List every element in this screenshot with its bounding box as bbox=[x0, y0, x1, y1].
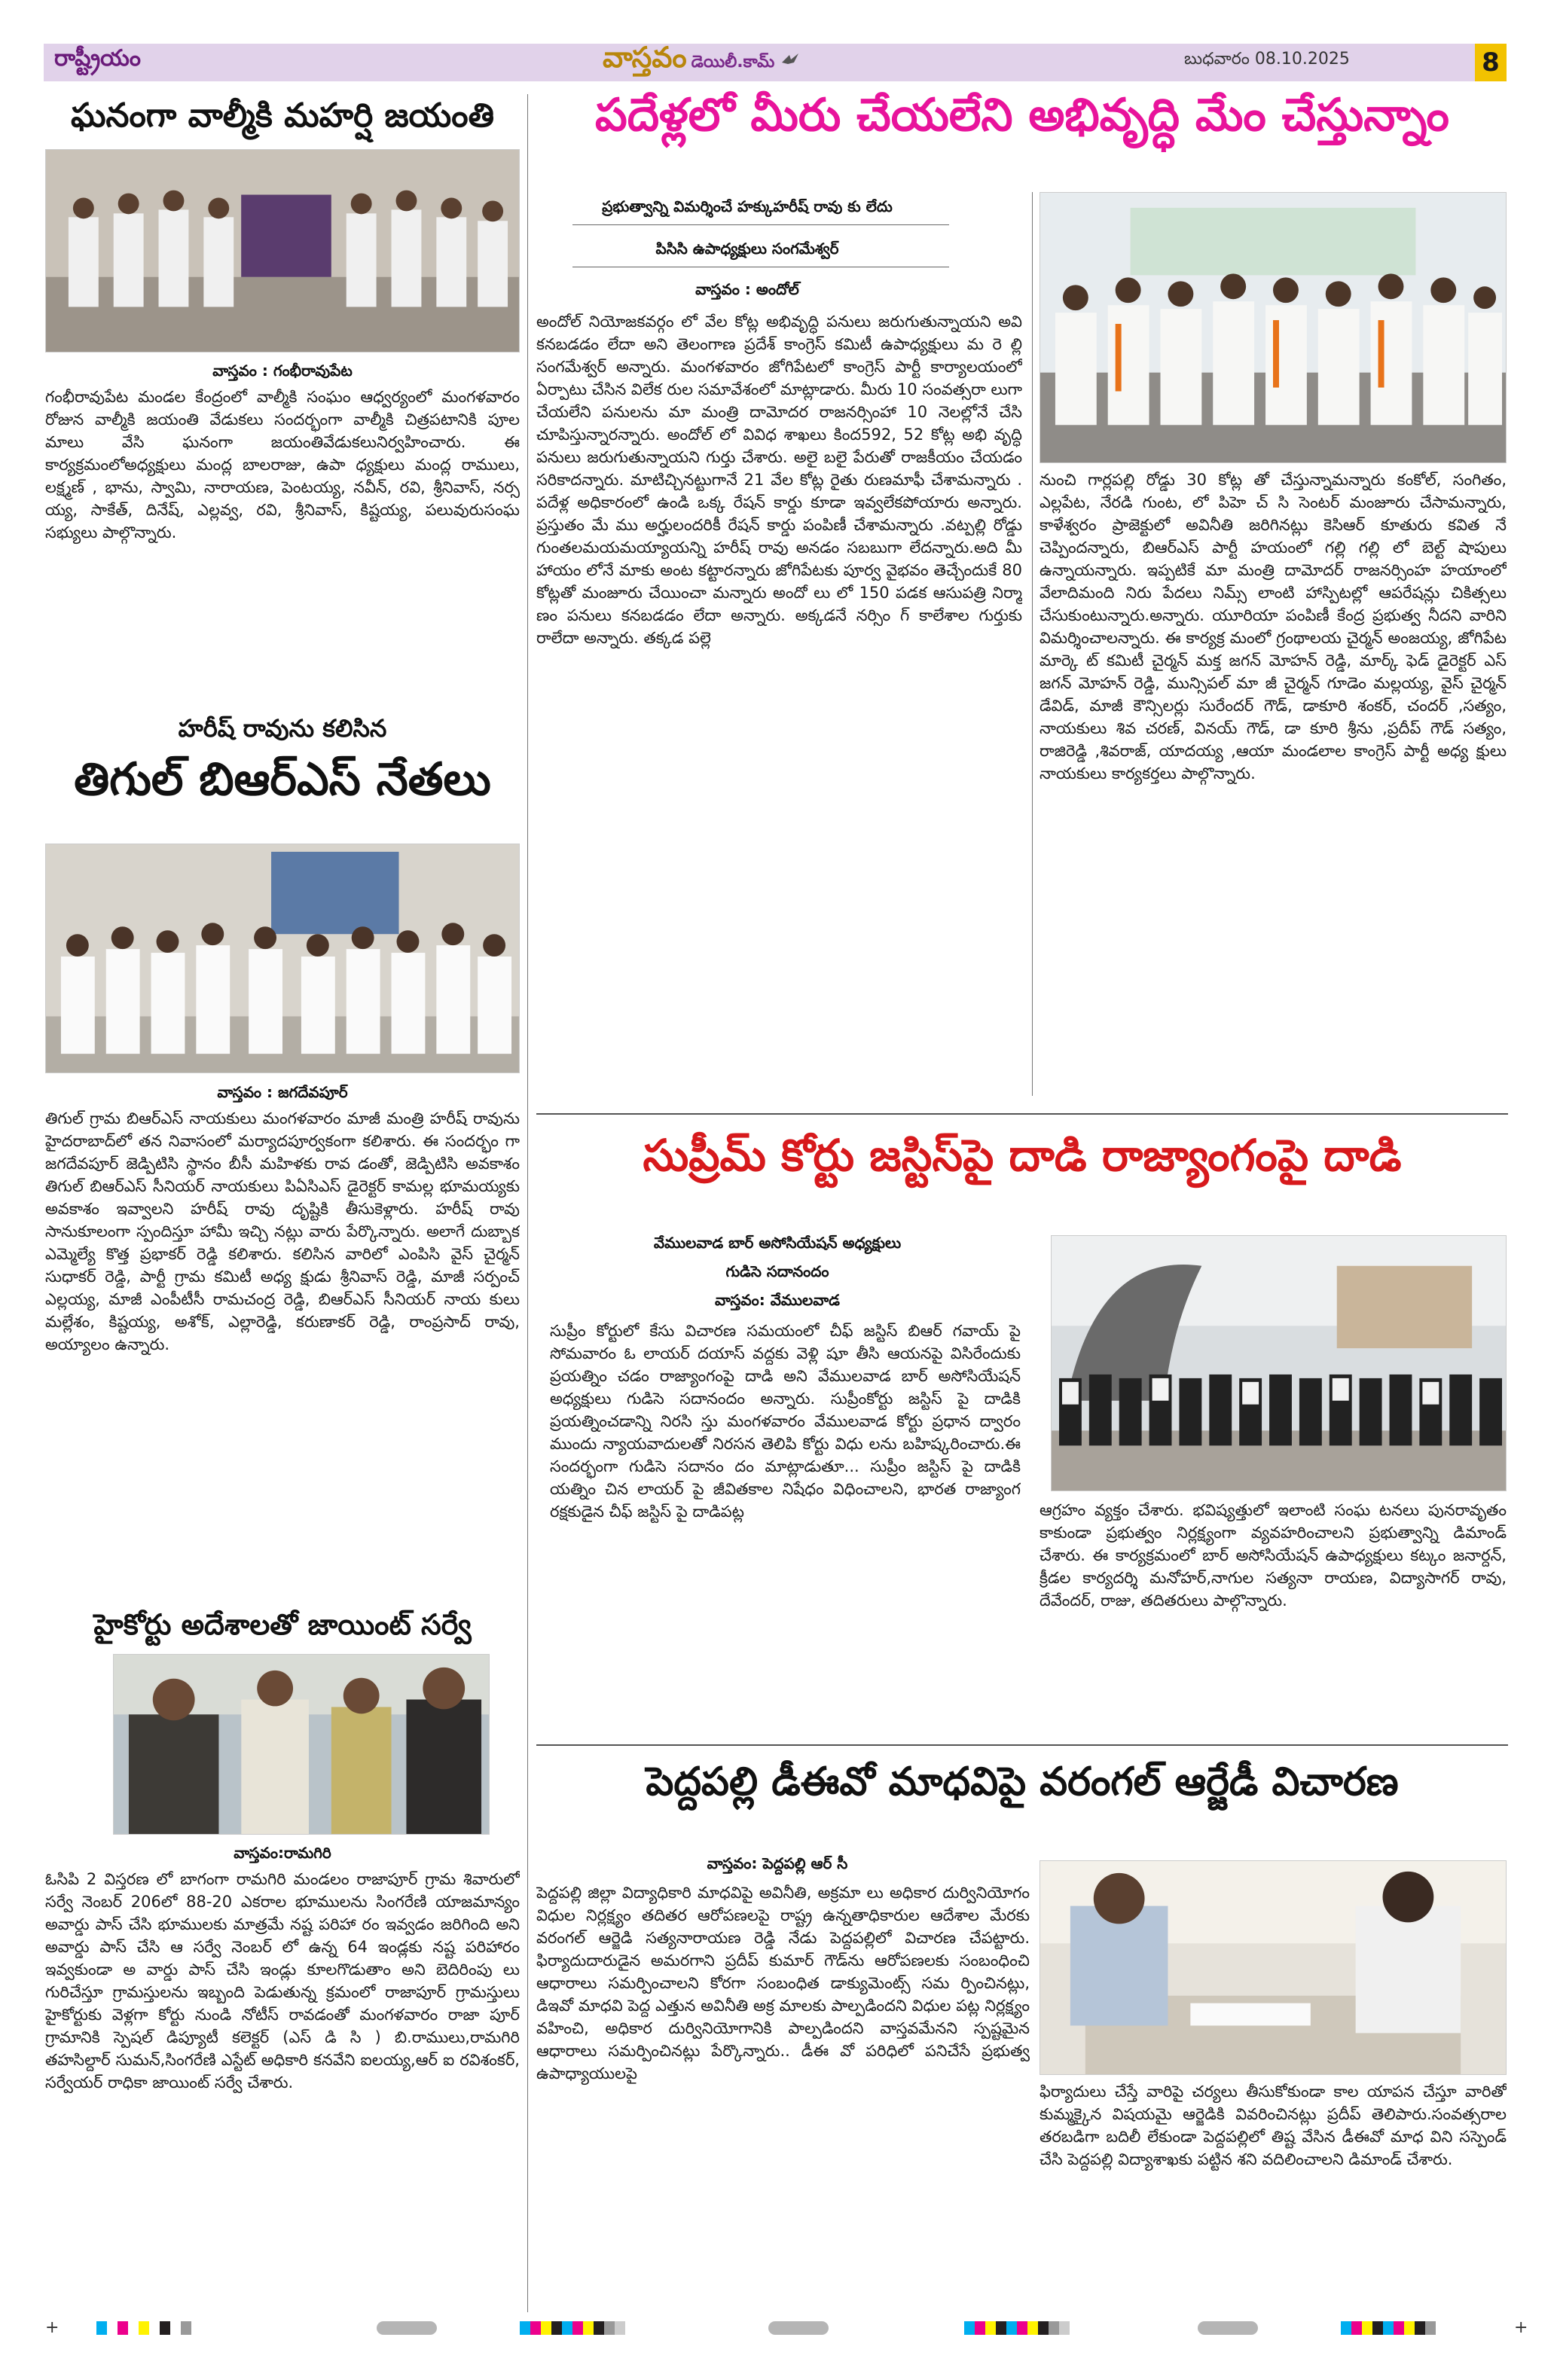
supreme-court-subhead-2: గుడిసె సదానందం bbox=[725, 1262, 829, 1280]
valmiki-photo bbox=[45, 149, 520, 352]
supreme-court-subhead-1: వేములవాడ బార్ అసోసియేషన్ అధ్యక్షులు bbox=[653, 1234, 902, 1252]
development-headline: పదేళ్లలో మీరు చేయలేని అభివృద్ధి మేం చేస్తున్నాం bbox=[595, 89, 1449, 142]
color-bar bbox=[1341, 2321, 1436, 2335]
tigul-dateline: వాస్తవం : జగదేవపూర్ bbox=[217, 1083, 348, 1101]
supreme-court-body-right: ఆగ్రహం వ్యక్తం చేశారు. భవిష్యత్తులో ఇలాంటి సంఘ టనలు పునరావృతం కాకుండా ప్రభుత్వం నిర్లక్ష్యంగా వ్యవహరించాలని ప్రభుత్వాన్ని డిమాండ్ చేశారు. ఈ కార్యక్రమంలో బార్ అసోసియేషన్ ఉపాధ్యక్షులు కట్కం జనార్దన్, క్రీడల కార్యదర్శి మనోహర్,నాగుల సత్యనా రాయణ, విద్యాసాగర్ రావు, దేవేందర్, రాజు, తదితరులు పాల్గొన్నారు. bbox=[1040, 1501, 1507, 1610]
development-body-right: నుంచి గార్లపల్లి రోడ్డు 30 కోట్ల తో చేస్తున్నామన్నారు కంకోల్, సంగితం, ఎల్లపేట, నేరడి గుంట, లో పిహె చ్ సి సెంటర్ మంజూరు చేసామన్నారు, కాళేశ్వరం ప్రాజెక్టులో అవినీతి జరిగినట్లు కెసిఆర్ కూతురు కవిత నే చెప్పిందన్నారు, బిఆర్ఎస్ పార్టీ హయంలో గల్లి గల్లి లో బెల్ట్ షాపులు ఉన్నాయన్నారు. ఇప్పటికే మా మంత్రి దామోదర్ రాజనర్సింహ హయాంలో వేలాదిమంది నిరు పేదలు నిమ్స్ లాంటి హాస్పిటల్లో ఆపరేషన్లు చికిత్సలు చేసుకుంటున్నారు.అన్నారు. యూరియా పంపిణీ కేంద్ర ప్రభుత్వ నీదని వారిని విమర్శించాలన్నారు. ఈ కార్యక్ర మంలో గ్రంథాలయ చైర్మన్ అంజయ్య, జోగిపేట మార్కె ట్ కమిటీ చైర్మన్ మక్త జగన్ మోహన్ రెడ్డి, మార్క్ ఫెడ్ డైరెక్టర్ ఎస్ జగన్ మోహన్ రెడ్డి, మున్సిపల్ మా జీ చైర్మన్ గూడెం మల్లయ్య, వైస్ చైర్మన్ డేవిడ్, మాజీ కౌన్సిలర్లు సురేందర్ గౌడ్, డాకూరి శంకర్, చందర్ ,సత్యం, నాయకులు శివ చరణ్, వినయ్ గౌడ్, డా కూరి శ్రీను ,ప్రదీప్ గౌడ్ సత్యం, రాజిరెడ్డి ,శివరాజ్, యాదయ్య ,ఆయా మండలాల కాంగ్రెస్ పార్టీ అధ్య క్షులు నాయకులు కార్యకర్తలు పాల్గొన్నారు. bbox=[1040, 471, 1507, 783]
color-bar bbox=[96, 2321, 191, 2335]
development-subhead-2: పిసిసి ఉపాధ్యక్షులు సంగమేశ్వర్ bbox=[655, 240, 839, 258]
color-bar bbox=[964, 2321, 1070, 2335]
column-divider bbox=[527, 94, 528, 2312]
deo-body-right: ఫిర్యాదులు చేస్తే వారిపై చర్యలు తీసుకోకుండా కాల యాపన చేస్తూ వారితో కుమ్మక్కైన విషయమై ఆర్జెడికి వివరించినట్లు ప్రదీప్ తెలిపారు.సంవత్సరాల తరబడిగా బదిలీ లేకుండా పెద్దపల్లిలో తిష్ట వేసిన డీఈవో మాధ విని సస్పెండ్ చేసి పెద్దపల్లి విద్యాశాఖకు పట్టిన శని వదిలించాలని డిమాండ్ చేశారు. bbox=[1040, 2082, 1507, 2168]
color-bar bbox=[520, 2321, 625, 2335]
survey-body: ఓసిపి 2 విస్తరణ లో బాగంగా రామగిరి మండలం రాజాపూర్ గ్రామ శివారులో సర్వే నెంబర్ 206లో 88-20 ఎకరాల భూములను సింగరేణి యాజమాన్యం అవార్డు పాస్ చేసి భూములకు మాత్రమే నష్ట పరిహా రం ఇవ్వడం జరిగింది అని అవార్డు పాస్ చేసి ఆ సర్వే నెంబర్ లో ఉన్న 64 ఇండ్లకు నష్ట పరిహారం ఇవ్వకుండా అ వార్డు పాస్ చేసి ఇండ్లు కూలగొడుతాం అని బెదిరింపు లు గురిచేస్తూ గ్రామస్తులను ఇబ్బంది పెడుతున్న క్రమంలో రాజాపూర్ గ్రామస్తులు హైకోర్టుకు వెళ్లగా కోర్టు నుండి నోటీస్ రావడంతో మంగళవారం రాజా పూర్ గ్రామానికి స్పెషల్ డిప్యూటీ కలెక్టర్ (ఎస్ డి సి ) బి.రాములు,రామగిరి తహసిల్దార్ సుమన్,సింగరేణి ఎస్టేట్ అధికారి కనవేని ఐలయ్య,ఆర్ ఐ రవిశంకర్, సర్వేయర్ రాధికా జాయింట్ సర్వే చేశారు. bbox=[45, 1870, 520, 2092]
registration-pill bbox=[768, 2321, 829, 2335]
masthead[interactable] bbox=[603, 41, 800, 81]
issue-date: బుధవారం 08.10.2025 bbox=[1184, 50, 1350, 69]
survey-dateline: వాస్తవం:రామగిరి bbox=[234, 1844, 331, 1862]
section-divider bbox=[536, 1113, 1508, 1115]
development-subhead-1: ప్రభుత్వాన్ని విమర్శించే హక్కుహరీష్ రావు కు లేదు bbox=[602, 197, 893, 215]
subhead-rule bbox=[572, 224, 949, 225]
valmiki-headline: ఘనంగా వాల్మీకి మహర్షి జయంతి bbox=[71, 96, 494, 135]
page-number: 8 bbox=[1475, 44, 1507, 81]
survey-headline: హైకోర్టు అదేశాలతో జాయింట్ సర్వే bbox=[93, 1608, 472, 1641]
deo-dateline: వాస్తవం: పెద్దపల్లి ఆర్ సీ bbox=[707, 1854, 848, 1872]
masthead-suffix: డెయిలీ.కామ్ bbox=[691, 53, 775, 72]
tigul-headline: తిగుల్ బిఆర్ఎస్ నేతలు bbox=[74, 753, 491, 806]
valmiki-dateline: వాస్తవం : గంభీరావుపేట bbox=[212, 362, 353, 380]
tigul-body: తిగుల్ గ్రామ బిఆర్ఎస్ నాయకులు మంగళవారం మాజీ మంత్రి హరీష్ రావును హైదరాబాద్‌లో తన నివాసంలో మర్యాదపూర్వకంగా కలిశారు. ఈ సందర్భం గా జగదేవపూర్ జెడ్పిటిసి స్థానం బీసీ మహిళకు రావ డంతో, జెడ్పిటిసి అవకాశం తిగుల్ బిఆర్ఎస్ సీనియర్ నాయకులు పిఏసిఎస్ డైరెక్టర్ కామల్ల భూమయ్యకు అవకాశం ఇవ్వాలని హరీష్ రావు దృష్టికి తీసుకెళ్లారు. హరీష్ రావు సానుకూలంగా స్పందిస్తూ హామీ ఇచ్చి నట్లు వారు పేర్కొన్నారు. అలాగే దుబ్బాక ఎమ్మెల్యే కొత్త ప్రభాకర్ రెడ్డి కలిశారు. కలిసిన వారిలో ఎంపిసి వైస్ చైర్మన్ సుధాకర్ రెడ్డి, పార్టీ గ్రామ కమిటీ అధ్య క్షుడు శ్రీనివాస్ రెడ్డి, మాజీ సర్పంచ్ ఎల్లయ్య, మాజీ ఎంపీటీసీ రామచంద్ర రెడ్డి, బిఆర్ఎస్ సీనియర్ నాయ కులు మల్లేశం, కిష్టయ్య, అశోక్, ఎల్లారెడ్డి, కరుణాకర్ రెడ్డి, రాంప్రసాద్ రావు, అయ్యాలం ఉన్నారు. bbox=[45, 1109, 520, 1353]
registration-pill bbox=[1198, 2321, 1258, 2335]
column-divider bbox=[1032, 192, 1033, 1096]
deo-body-left: పెద్దపల్లి జిల్లా విద్యాధికారి మాధవిపై అవినీతి, అక్రమా లు అధికార దుర్వినియోగం విధుల నిర్లక్ష్యం తదితర ఆరోపణలపై రాష్ట్ర ఉన్నతాధికారుల ఆదేశాల మేరకు వరంగల్ ఆర్జెడి సత్యనారాయణ రెడ్డి నేడు పెద్దపల్లిలో విచారణ చేపట్టారు. ఫిర్యాదుదారుడైన అమరగాని ప్రదీప్ కుమార్ గౌడ్‌ను ఆరోపణలకు సంబంధించి ఆధారాలు సమర్పించాలని కోరగా సంబంధిత డాక్యుమెంట్స్ సమ ర్పించినట్లు, డిఇవో మాధవి పెద్ద ఎత్తున అవినీతి అక్ర మాలకు పాల్పడిందని విధుల పట్ల నిర్లక్ష్యం వహించి, అధికార దుర్వినియోగానికి పాల్పడిందని వాస్తవమేనని స్పష్టమైన ఆధారాలు సమర్పించినట్లు పేర్కొన్నారు.. డీఈ వో పరిధిలో పనిచేసే ప్రభుత్వ ఉపాధ్యాయులపై bbox=[536, 1884, 1030, 2082]
section-name: రాష్ట్రీయం bbox=[54, 45, 141, 72]
development-body-left: అందోల్ నియోజకవర్గం లో వేల కోట్ల అభివృద్ధి పనులు జరుగుతున్నాయని అవి కనబడడం లేదా అని తెలంగాణ ప్రదేశ్ కాంగ్రెస్ కమిటీ ఉపాధ్యక్షులు మ రె ల్లి సంగమేశ్వర్ అన్నారు. మంగళవారం జోగిపేటలో కాంగ్రెస్ పార్టీ కార్యాలయంలో ఏర్పాటు చేసిన విలేక రుల సమావేశంలో మాట్లాడారు. మీరు 10 సంవత్సరా లుగా చేయలేని పనులను మా మంత్రి దామోదర రాజనర్సింహా 10 నెలల్లోనే చేసి చూపిస్తున్నారన్నారు. అందోల్ లో వివిధ శాఖలు కింద592, 52 కోట్ల అభి వృద్ధి పనులు జరుగుతున్నాయని గుర్తు చేశారు. అలై బలై పేరుతో రాజకీయం చేయడం సరికాదన్నారు. మాటిచ్చినట్టుగానే 21 వేల కోట్ల రైతు రుణమాఫీ చేశామన్నారు . పదేళ్ల అధికారంలో ఉండి ఒక్క రేషన్ కార్డు కూడా ఇవ్వలేకపోయారు అన్నారు. ప్రస్తుతం మే ము అర్హులందరికీ రేషన్ కార్డు పంపిణీ చేశామన్నారు .వట్పల్లి రోడ్డు గుంతలమయమయ్యాయన్ని హరీష్ రావు అనడం సబబుగా లేదన్నారు.అది మీ హాయం లోనే మాకు అంట కట్టారన్నారు జోగిపేటకు పూర్వ వైభవం తెచ్చేందుకే 80 కోట్లతో మంజూరు చేయించా మన్నారు అందో లు లో 150 పడక ఆసుపత్రి నిర్మా ణం పనులు కనబడడం లేదా అన్నారు. అక్కడనే నర్సిం గ్ కాలేశాల గుర్తుకు రాలేదా అన్నారు. తక్కడ పల్లె bbox=[536, 313, 1022, 647]
tigul-photo bbox=[45, 844, 520, 1073]
supreme-court-body-left: సుప్రీం కోర్టులో కేసు విచారణ సమయంలో చీఫ్ జస్టిస్ బిఆర్ గవాయ్ పై సోమవారం ఓ లాయర్ దయాస్ వద్దకు వెళ్లి షూ తీసి ఆయనపై విసిరేందుకు ప్రయత్నిం చడం రాజ్యాంగంపై దాడి అని వేములవాడ బార్ అసోసియేషన్ అధ్యక్షులు గుడిసె సదానందం అన్నారు. సుప్రీంకోర్టు జస్టిస్ పై దాడికి ప్రయత్నించడాన్ని నిరసి స్తు మంగళవారం వేములవాడ కోర్టు ప్రధాన ద్వారం ముందు న్యాయవాదులతో నిరసన తెలిపి కోర్టు విధు లను బహిష్కరించారు.ఈ సందర్భంగా గుడిసె సదానం దం మాట్లాడుతూ... సుప్రీం జస్టిస్ పై దాడికి యత్నిం చిన లాయర్ పై జీవితకాల నిషేధం విధించాలని, భారత రాజ్యాంగ రక్షకుడైన చీఫ్ జస్టిస్ పై దాడిపట్ల bbox=[550, 1322, 1021, 1521]
valmiki-body: గంభీరావుపేట మండల కేంద్రంలో వాల్మీకి సంఘం ఆధ్వర్యంలో మంగళవారం రోజున వాల్మీకి జయంతి వేడుకలు సందర్భంగా వాల్మీకి చిత్రపటానికి పూల మాలు వేసి ఘనంగా జయంతివేడుకలునిర్వహించారు. ఈ కార్యక్రమంలోఅధ్యక్షులు మంద్ల బాలరాజు, ఉపా ధ్యక్షులు మంద్ల రాములు, లక్ష్మణ్ , భాను, స్వామి, నారాయణ, పెంటయ్య, నవీన్, రవి, శ్రీనివాస్, నర్స య్య, సాకేత్, దినేష్, ఎల్లవ్వ, రవి, శ్రీనివాస్, కిష్టయ్య, పలువురుసంఘ సభ్యులు పాల్గొన్నారు. bbox=[45, 388, 520, 542]
masthead-title: వాస్తవం bbox=[603, 41, 687, 74]
section-divider bbox=[536, 1744, 1508, 1746]
bird-icon bbox=[780, 52, 800, 67]
tigul-kicker: హరీష్ రావును కలిసిన bbox=[178, 714, 387, 743]
development-photo bbox=[1040, 192, 1507, 463]
registration-cross: + bbox=[45, 2318, 60, 2337]
supreme-court-headline: సుప్రీమ్ కోర్టు జస్టిస్‌పై దాడి రాజ్యాంగంపై దాడి bbox=[643, 1130, 1402, 1181]
supreme-court-dateline: వాస్తవం: వేములవాడ bbox=[715, 1291, 840, 1309]
survey-photo bbox=[113, 1654, 490, 1835]
deo-photo bbox=[1040, 1860, 1507, 2075]
supreme-court-photo bbox=[1051, 1235, 1507, 1491]
deo-headline: పెద్దపల్లి డీఈవో మాధవిపై వరంగల్ ఆర్జేడీ విచారణ bbox=[646, 1759, 1399, 1805]
development-dateline: వాస్తవం : అందోల్ bbox=[695, 280, 799, 298]
registration-pill bbox=[377, 2321, 437, 2335]
registration-cross: + bbox=[1514, 2318, 1528, 2337]
